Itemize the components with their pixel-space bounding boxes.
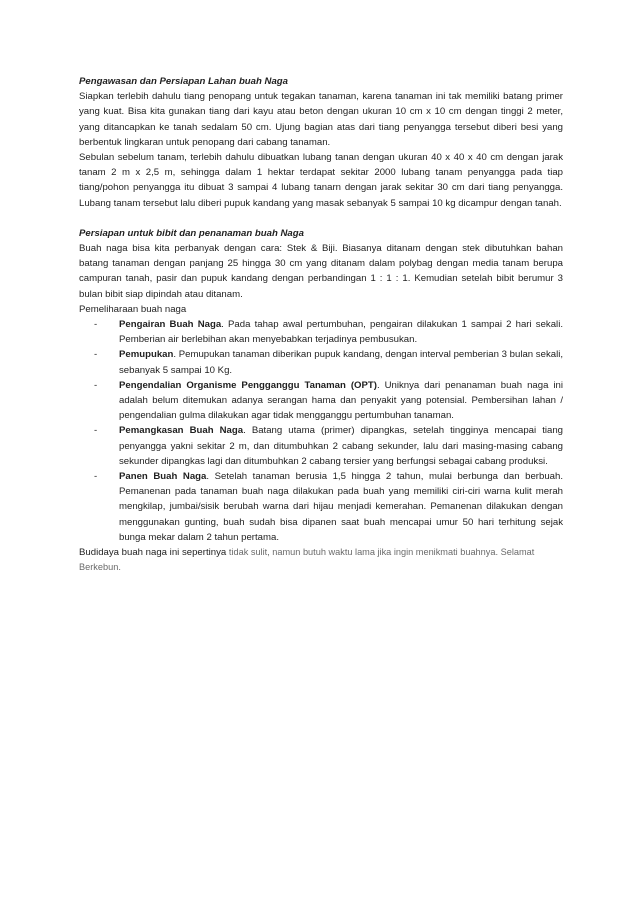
paragraph-lubang-tanam: Sebulan sebelum tanam, terlebih dahulu dibuatkan lubang tanan dengan ukuran 40 x 40 x 40 cm dengan jarak tanam 2 m x 2,5 m, sehingga dalam 1 hektar terdapat sekitar 2000 lubang tanam penyangga pada tiap tiang/pohon penyangga itu dibuat 3 sampai 4 lubang tanarn dengan jarak sekitar 30 cm dari tiang penyangga. Lubang tanam tersebut lalu diberi pupuk kandang yang masak sebanyak 5 sampai 10 kg dicampur dengan tanah.	[79, 152, 563, 209]
item-term: Pemangkasan Buah Naga	[119, 425, 244, 437]
closing-tail: tidak sulit, namun butuh waktu lama jika ingin menikmati buahnya. Selamat Berkebun.	[79, 547, 535, 573]
item-term: Pengendalian Organisme Pengganggu Tanaman (OPT)	[119, 379, 377, 391]
care-list	[79, 317, 563, 545]
item-text: . Batang utama (primer) dipangkas, setelah tingginya mencapai tiang penyangga yakni sekitar 2 m, dan ditumbuhkan 2 cabang sekunder, lalu dari masing-masing cabang sekunder dipangkas lagi dan ditumbuhkan 2 cabang tersier yang berfungsi sebagai cabang produksi.	[119, 425, 563, 467]
paragraph-tiang: Siapkan terlebih dahulu tiang penopang untuk tegakan tanaman, karena tanaman ini tak memiliki batang primer yang kuat. Bisa kita gunakan tiang dari kayu atau beton dengan ukuran 10 cm x 10 cm dengan tinggi 2 meter, yang ditancapkan ke tanah sedalam 50 cm. Ujung bagian atas dari tiang penyangga tersebut diberi besi yang berbentuk lingkaran untuk penopang dari cabang tanaman.	[79, 91, 563, 148]
item-text: . Setelah tanaman berusia 1,5 hingga 2 tahun, mulai berbunga dan berbuah. Pemanenan pada tanaman buah naga dilakukan pada buah yang memiliki ciri-ciri warna kulit merah mengkilap, jumbai/sisik berubah warna dari hijau menjadi kemerahan. Pemanenan dilakukan dengan menggunakan gunting, buah sudah bisa dipanen saat buah mencapai umur 50 hari terhitung sejak bunga mekar dalam 2 tahun pertama.	[119, 471, 563, 543]
section-heading-bibit: Persiapan untuk bibit dan penanaman buah Naga	[79, 227, 304, 239]
paragraph-bibit: Buah naga bisa kita perbanyak dengan cara: Stek & Biji. Biasanya ditanam dengan stek dibutuhkan bahan batang tanaman dengan panjang 25 hingga 30 cm yang ditanam dalam polybag dengan media tanam berupa campuran tanah, pasir dan pupuk kandang dengan perbandingan 1 : 1 : 1. Kemudian setelah bibit berumur 3 bulan bibit siap dipindah atau ditanam.	[79, 243, 563, 300]
list-bullet: -	[94, 319, 98, 331]
closing-lead: Budidaya buah naga ini sepertinya	[79, 547, 227, 559]
closing-text	[79, 545, 563, 575]
list-bullet: -	[94, 471, 98, 483]
list-bullet: -	[94, 379, 98, 391]
list-item	[79, 423, 563, 469]
item-text: . Pada tahap awal pertumbuhan, pengairan dilakukan 1 sampai 2 hari sekali. Pemberian air berlebihan akan menyebabkan terjadinya pembusukan.	[119, 319, 563, 346]
list-bullet: -	[94, 349, 98, 361]
item-term: Pemupukan	[119, 349, 174, 361]
list-item	[79, 469, 563, 545]
item-text: . Pemupukan tanaman diberikan pupuk kandang, dengan interval pemberian 3 bulan sekali, sebanyak 5 sampai 10 Kg.	[119, 349, 563, 376]
list-item	[79, 317, 563, 347]
care-intro: Pemeliharaan buah naga	[79, 303, 187, 315]
item-text: . Uniknya dari penanaman buah naga ini adalah belum ditemukan adanya serangan hama dan penyakit yang potensial. Pembersihan lahan / pengendalian gulma dilakukan agar tidak mengganggu pertumbuhan tanaman.	[119, 379, 564, 422]
list-item	[79, 378, 563, 424]
list-item	[79, 347, 563, 377]
item-term: Pengairan Buah Naga	[119, 319, 222, 331]
section-heading-lahan: Pengawasan dan Persiapan Lahan buah Naga	[79, 76, 288, 87]
document-body	[79, 74, 563, 576]
list-bullet: -	[94, 425, 98, 437]
item-term: Panen Buah Naga	[119, 471, 207, 483]
